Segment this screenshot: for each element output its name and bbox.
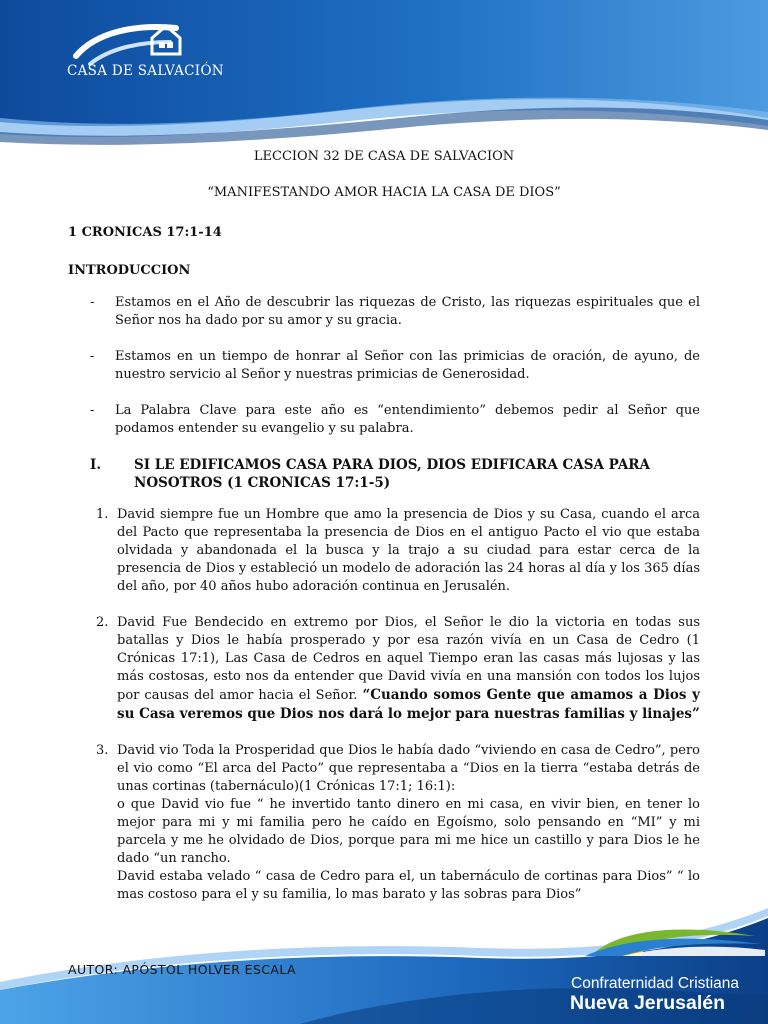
brand-name: CASA DE SALVACIÓN: [67, 63, 224, 79]
point-number: 3.: [96, 743, 109, 758]
list-item-text: Estamos en un tiempo de honrar al Señor con las primicias de oración, de ayuno, de nuestro servicio al Señor y nuestras primicias de Generosidad.: [115, 349, 700, 382]
numbered-point: [68, 506, 700, 596]
org-name-line1: Confraternidad Cristiana: [571, 975, 740, 992]
list-bullet: -: [90, 403, 95, 418]
section-heading: [68, 456, 700, 492]
list-item: [68, 294, 700, 330]
intro-list: [68, 294, 700, 438]
point-text: David Fue Bendecido en extremo por Dios, el Señor le dio la victoria en todas sus batallas y Dios le había prosperado y por esa razón vivía en un Casa de Cedro (1 Crónicas 17:1), Las Casa de Cedros en aquel Tiempo eran las casas más lujosas y las más costosas, esto nos da entender que David vivía en una mansión con todos los lujos por causas del amor hacia el Señor.: [117, 615, 700, 703]
document-title: LECCION 32 DE CASA DE SALVACION: [253, 149, 515, 164]
list-bullet: -: [90, 295, 95, 310]
numbered-point: [68, 742, 700, 904]
point-text: David vio Toda la Prosperidad que Dios le había dado “viviendo en casa de Cedro”, pero el vio como “El arca del Pacto” que representaba a “Dios en la tierra “estaba detrás de unas cortinas (tabernáculo)(1 Crónicas 17:1; 16:1):: [117, 743, 700, 794]
org-logo-icon: [565, 922, 765, 956]
list-item-text: La Palabra Clave para este año es “entendimiento” debemos pedir al Señor que podamos entender su evangelio y su palabra.: [115, 403, 700, 436]
org-name-line2: Nueva Jerusalén: [570, 992, 726, 1014]
point-number: 2.: [96, 615, 109, 630]
point-emphasis: “Cuando somos Gente que amamos a Dios y su Casa veremos que Dios nos dará lo mejor para nuestras familias y linajes”: [117, 687, 700, 722]
list-item: [68, 402, 700, 438]
point-text-continued: o que David vio fue “ he invertido tanto dinero en mi casa, en vivir bien, en tener lo mejor para mi y mi familia pero he caído en Egoísmo, solo pensando en “MI” y mi parcela y me he olvidado de Dios, porque para mi me hice un castillo y para Dios le he dado “un rancho.: [117, 797, 700, 866]
document-subtitle: “MANIFESTANDO AMOR HACIA LA CASA DE DIOS”: [207, 185, 561, 200]
numbered-point: [68, 614, 700, 724]
section-heading-text: SI LE EDIFICAMOS CASA PARA DIOS, DIOS EDIFICARA CASA PARA NOSOTROS (1 CRONICAS 17:1-5): [134, 457, 650, 491]
author-line: AUTOR: APÓSTOL HOLVER ESCALA: [68, 962, 296, 977]
point-number: 1.: [96, 507, 109, 522]
point-text-continued: David estaba velado “ casa de Cedro para el, un tabernáculo de cortinas para Dios” “ lo mas costoso para el y su familia, lo mas barato y las sobras para Dios”: [117, 869, 700, 902]
section-numeral: I.: [90, 457, 102, 473]
point-text: David siempre fue un Hombre que amo la presencia de Dios y su Casa, cuando el arca del Pacto que representaba la presencia de Dios en el antiguo Pacto el vio que estaba olvidada y abandonada el la busca y la trajo a su ciudad para estar cerca de la presencia de Dios y estableció un modelo de adoración las 24 horas al día y los 365 días del año, por 40 años hubo adoración continua en Jerusalén.: [117, 507, 700, 594]
list-item: [68, 348, 700, 384]
list-item-text: Estamos en el Año de descubrir las riquezas de Cristo, las riquezas espirituales que el Señor nos ha dado por su amor y su gracia.: [115, 295, 700, 328]
intro-heading: INTRODUCCION: [68, 263, 191, 278]
document-body: [68, 148, 700, 922]
list-bullet: -: [90, 349, 95, 364]
scripture-reference: 1 CRONICAS 17:1-14: [68, 225, 222, 240]
